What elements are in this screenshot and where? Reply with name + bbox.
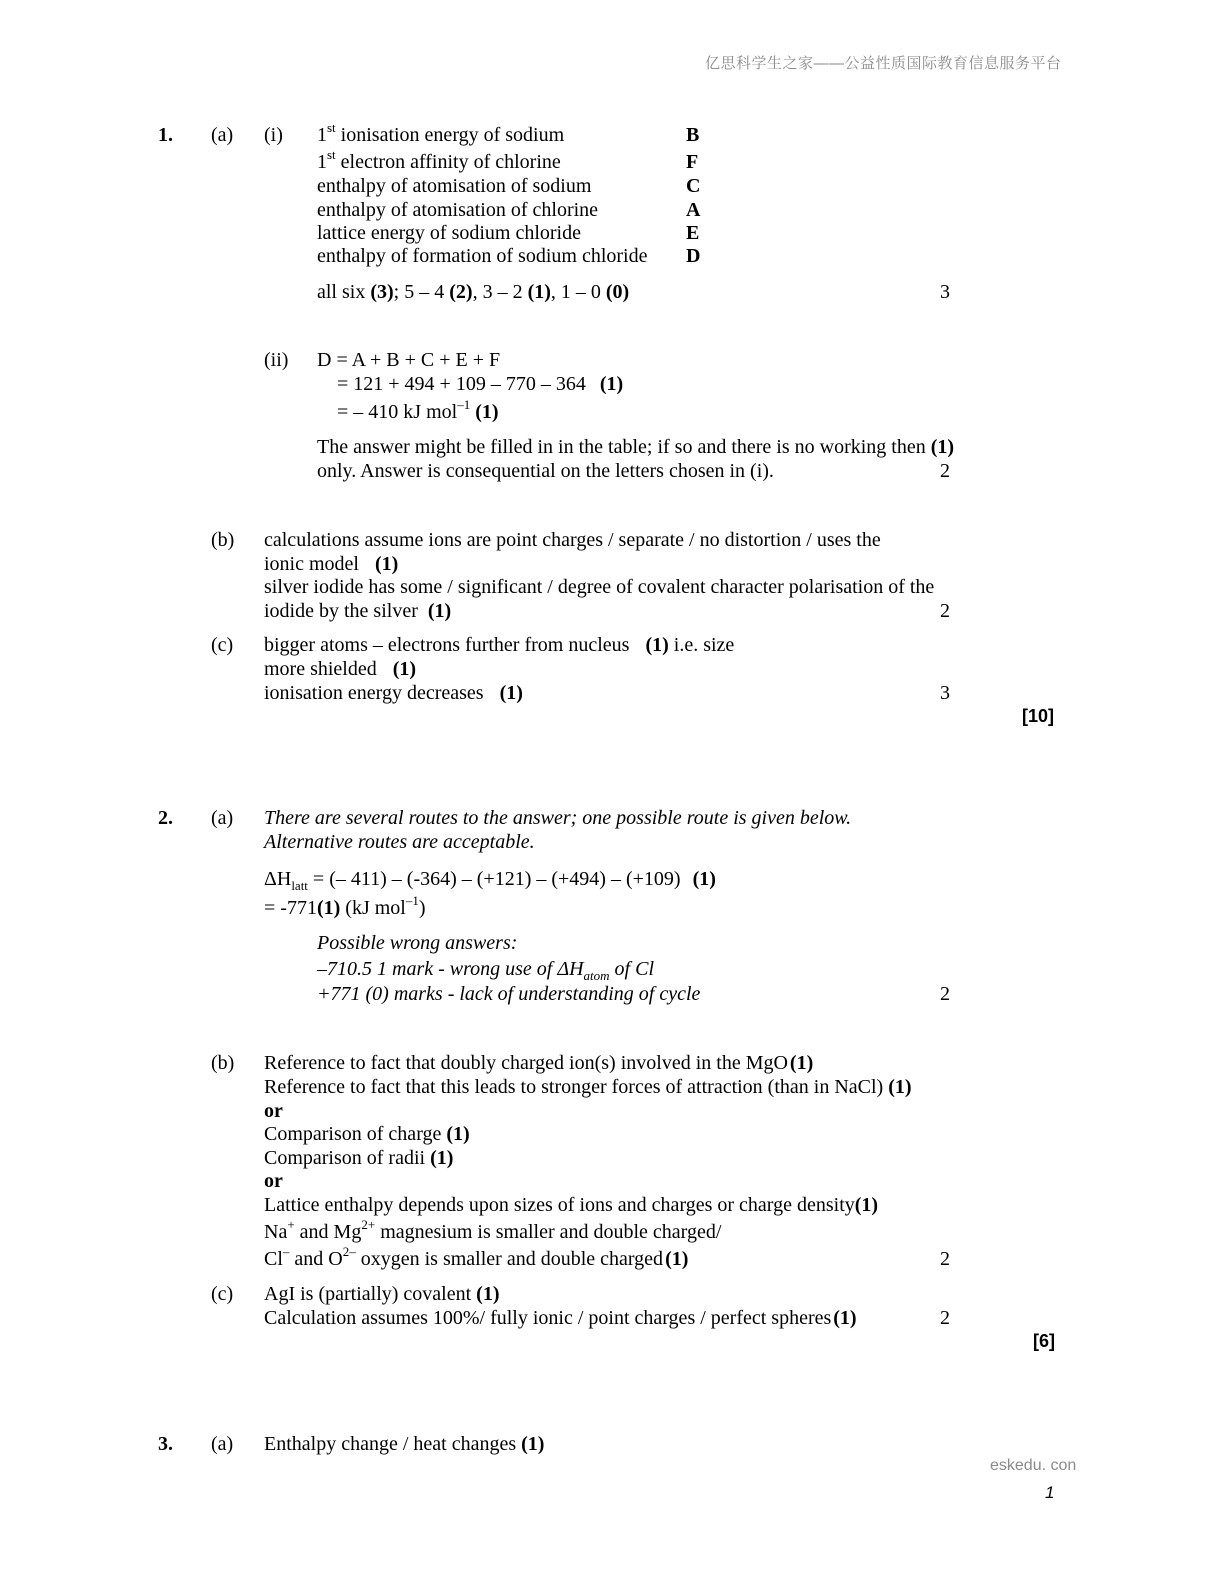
energy-term-row — [317, 221, 581, 245]
note-line: only. Answer is consequential on the letters chosen in (i). — [317, 460, 774, 482]
subpart-label: (ii) — [264, 349, 289, 371]
question-total: [6] — [1033, 1331, 1055, 1351]
energy-term-row — [317, 174, 591, 198]
answer-line: iodide by the silver (1) — [264, 600, 452, 622]
energy-term-row: 1st ionisation energy of sodium — [317, 120, 565, 146]
equation-line: = -771(1) (kJ mol$^{-1}$) — [264, 893, 426, 919]
site-header: 亿思科学生之家——公益性质国际教育信息服务平台 — [705, 55, 1062, 72]
answer-line: Calculation assumes 100%/ fully ionic / point charges / perfect spheres (1) — [264, 1307, 857, 1329]
energy-term-letter: E — [686, 222, 700, 244]
question-number: 2. — [158, 807, 173, 829]
answer-line: Lattice enthalpy depends upon sizes of ions and charges or charge density(1) — [264, 1194, 879, 1216]
energy-term-label: electron affinity of chlorine — [335, 151, 561, 173]
answer-line: silver iodide has some / significant / degree of covalent character polarisation of the — [264, 576, 935, 598]
part-label: (c) — [211, 1283, 234, 1305]
part-label: (a) — [211, 807, 234, 829]
answer-line: Comparison of charge (1) — [264, 1123, 470, 1145]
marking-scheme-line: all six (3); 5 – 4 (2), 3 – 2 (1), 1 – 0 (0) — [317, 281, 630, 303]
part-label: (c) — [211, 634, 234, 656]
equation-line: = – 410 kJ mol$^{-1}$ (1) — [337, 397, 499, 423]
page-number: 1 — [1045, 1483, 1055, 1502]
question-total: [10] — [1022, 706, 1055, 726]
answer-line: ionic model (1) — [264, 553, 399, 575]
answer-line: Na+ and $Mg^{2+}$ magnesium is smaller and double charged/ — [264, 1217, 722, 1243]
note-line: The answer might be filled in in the table; if so and there is no working then (1) — [317, 436, 955, 458]
part-label: (a) — [211, 124, 234, 146]
equation-line: = 121 + 494 + 109 – 770 – 364 (1) — [337, 373, 624, 395]
marks: 2 — [940, 1248, 950, 1270]
energy-term-letter: C — [686, 175, 701, 197]
marks: 3 — [940, 281, 950, 303]
instruction-line: Alternative routes are acceptable. — [264, 831, 535, 853]
energy-term-label: enthalpy of atomisation of sodium — [317, 175, 592, 197]
footer-domain: eskedu. con — [990, 1457, 1077, 1474]
energy-term-letter: D — [686, 245, 701, 267]
answer-line: ionisation energy decreases (1) — [264, 682, 523, 704]
answer-line: Cl– and $O^{2-}$ oxygen is smaller and double charged (1) — [264, 1244, 689, 1270]
instruction-line: There are several routes to the answer; one possible route is given below. — [264, 807, 852, 829]
marks: 2 — [940, 600, 950, 622]
energy-term-letter: A — [686, 199, 701, 221]
energy-term-label: ionisation energy of sodium — [335, 124, 565, 146]
answer-line: bigger atoms – electrons further from nucleus (1) i.e. size — [264, 634, 735, 656]
part-label: (b) — [211, 1052, 235, 1074]
equation-line: D = A + B + C + E + F — [317, 349, 501, 371]
question-number: 1. — [158, 124, 173, 146]
marks: 3 — [940, 682, 950, 704]
answer-line: calculations assume ions are point charges / separate / no distortion / uses the — [264, 529, 881, 551]
wrong-answers-heading: Possible wrong answers: — [317, 932, 518, 954]
wrong-answer-line: –710.5 1 mark - wrong use of $\Delta H_{atom}$ of Cl — [317, 958, 654, 983]
energy-term-letter: B — [686, 124, 700, 146]
marks: 2 — [940, 460, 950, 482]
subpart-label: (i) — [264, 124, 283, 146]
or-separator: or — [264, 1170, 283, 1192]
energy-term-label: enthalpy of atomisation of chlorine — [317, 199, 599, 221]
answer-line: AgI is (partially) covalent (1) — [264, 1283, 500, 1305]
answer-line: Reference to fact that doubly charged ion(s) involved in the MgO (1) — [264, 1052, 814, 1074]
part-label: (a) — [211, 1433, 234, 1455]
question-number: 3. — [158, 1433, 173, 1455]
energy-term-label: enthalpy of formation of sodium chloride — [317, 245, 648, 267]
equation-line: $\Delta H_{latt}$ = (– 411) – (-364) – (+121) – (+494) – (+109) (1) — [264, 868, 716, 893]
answer-line: more shielded (1) — [264, 658, 417, 680]
energy-term-label: lattice energy of sodium chloride — [317, 222, 581, 244]
answer-line: Enthalpy change / heat changes (1) — [264, 1433, 545, 1455]
energy-term-row — [317, 198, 598, 222]
energy-term-row: 1st electron affinity of chlorine — [317, 147, 561, 173]
marks: 2 — [940, 983, 950, 1005]
energy-term-letter: F — [686, 151, 699, 173]
answer-line: Reference to fact that this leads to stronger forces of attraction (than in NaCl) (1) — [264, 1076, 912, 1098]
or-separator: or — [264, 1100, 283, 1122]
wrong-answer-line: +771 (0) marks - lack of understanding of cycle — [317, 983, 701, 1005]
answer-line: Comparison of radii (1) — [264, 1147, 454, 1169]
part-label: (b) — [211, 529, 235, 551]
energy-term-row — [317, 244, 647, 268]
marks: 2 — [940, 1307, 950, 1329]
